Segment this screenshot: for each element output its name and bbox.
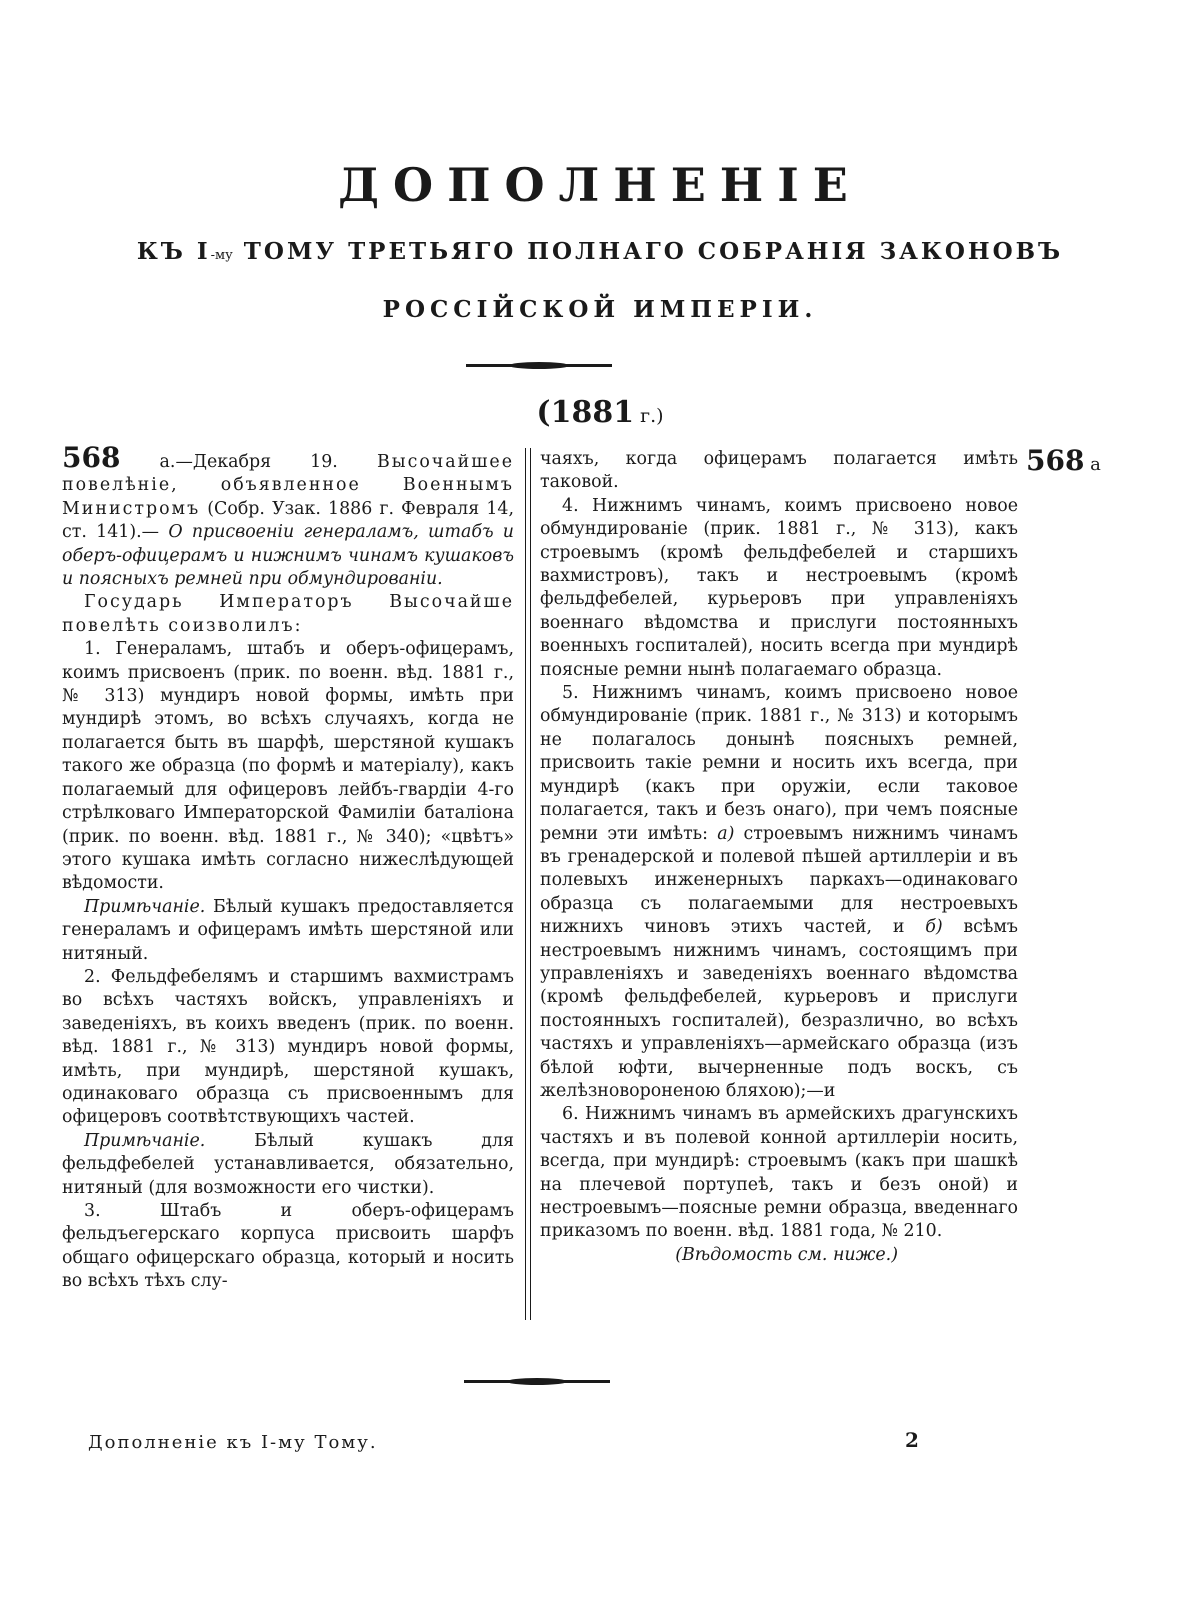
note-2 xyxy=(62,1130,514,1200)
entry-intro: Государь Императоръ Высочайше повелѣть соизволилъ: xyxy=(62,592,514,636)
entry-date: а.—Декабря 19. xyxy=(120,452,377,472)
year-number: (1881 xyxy=(536,395,635,430)
ornamental-rule-top xyxy=(466,364,612,367)
left-column xyxy=(62,441,514,1294)
paragraph-5-mid: строевымъ нижнимъ чинамъ въ гренадерской и полевой пѣшей артиллеріи и въ полевыхъ инженерныхъ паркахъ—одинаковаго образца съ полагаемыми для нестроевыхъ нижнихъ чиновъ этихъ частей, и xyxy=(540,823,1018,938)
paragraph-3-continued: чаяхъ, когда офицерамъ полагается имѣть таковой. xyxy=(540,449,1018,493)
paragraph-5-end: всѣмъ нестроевымъ нижнимъ чинамъ, состоящимъ при управленіяхъ и заведеніяхъ военнаго вѣдомства (кромѣ фельдфебелей, курьеровъ и прислуги постоянныхъ госпиталей), безразлично, во всѣхъ частяхъ и управленіяхъ—армейскаго образца (изъ бѣлой юфти, вычерненные подъ воскъ, съ желѣзновороненою бляхою);—и xyxy=(540,917,1018,1101)
paragraph-5 xyxy=(540,682,1018,1103)
note-1-label: Примѣчаніе. xyxy=(84,896,206,917)
subtitle-line-2: РОССІЙСКОЙ ИМПЕРІИ. xyxy=(382,296,818,323)
paragraph-4: 4. Нижнимъ чинамъ, коимъ присвоено новое обмундированіе (прик. 1881 г., № 313), какъ строевымъ (кромѣ фельдфебелей и старшихъ вахмистровъ), такъ и нестроевымъ (кромѣ фельдфебелей, курьеровъ при управленіяхъ военнаго вѣдомства и прислуги постоянныхъ военныхъ госпиталей), носить всегда при мундирѣ поясные ремни нынѣ полагаемаго образца. xyxy=(540,495,1018,680)
subtitle-line-1 xyxy=(0,238,1200,265)
margin-letter: а xyxy=(1084,454,1101,475)
right-column xyxy=(540,448,1018,1267)
paragraph-5-a: а) xyxy=(717,823,735,844)
year-heading xyxy=(0,395,1200,430)
note-2-label: Примѣчаніе. xyxy=(84,1130,206,1151)
paragraph-2: 2. Фельдфебелямъ и старшимъ вахмистрамъ во всѣхъ частяхъ войскъ, управленіяхъ и заведеніяхъ, въ коихъ введенъ (прик. по военн. вѣд. 1881 г., № 313) мундиръ новой формы, имѣть, при мундирѣ, шерстяной кушакъ, одинаковаго образца съ присвоеннымъ для офицеровъ соотвѣтствующихъ частей. xyxy=(62,966,514,1128)
paragraph-6: 6. Нижнимъ чинамъ въ армейскихъ драгунскихъ частяхъ и въ полевой конной артиллеріи носить, всегда, при мундирѣ: строевымъ (какъ при шашкѣ на плечевой портупеѣ, такъ и безъ оной) и нестроевымъ—поясные ремни образца, введеннаго приказомъ по военн. вѣд. 1881 года, № 210. xyxy=(540,1104,1018,1242)
ornamental-rule-bottom xyxy=(464,1380,610,1383)
paragraph-1: 1. Генераламъ, штабъ и оберъ-офицерамъ, коимъ присвоенъ (прик. по военн. вѣд. 1881 г., № 313) мундиръ новой формы, имѣть при мундирѣ этомъ, во всѣхъ случаяхъ, когда не полагается быть въ шарфѣ, шерстяной кушакъ такого же образца (по формѣ и матеріалу), какъ полагаемый для офицеровъ лейбъ-гвардіи 4-го стрѣлковаго Императорской Фамиліи баталіона (прик. по военн. вѣд. 1881 г., № 340); «цвѣтъ» этого кушака имѣть согласно нижеслѣдующей вѣдомости. xyxy=(62,639,514,894)
page-title: ДОПОЛНЕНІЕ xyxy=(338,158,862,212)
entry-source: (Собр. Узак. 1886 г. Февраля 14, ст. 141).— xyxy=(62,498,514,543)
subtitle-small: -му xyxy=(210,248,233,263)
entry-number: 568 xyxy=(62,441,121,474)
running-title: Дополненіе къ I-му Тому. xyxy=(88,1432,378,1453)
year-suffix: г.) xyxy=(634,405,664,427)
entry-decree: Высочайшее повелѣніе, объявленное Военнымъ Министромъ xyxy=(62,452,514,519)
note-1-text: Бѣлый кушакъ предоставляется генераламъ и офицерамъ имѣть шерстяной или нитяный. xyxy=(62,896,514,964)
margin-entry-number xyxy=(1026,444,1101,477)
subtitle-rest: ТОМУ ТРЕТЬЯГО ПОЛНАГО СОБРАНІЯ ЗАКОНОВЪ xyxy=(232,238,1064,265)
subtitle-prefix: КЪ I xyxy=(136,238,211,265)
paragraph-5-b: б) xyxy=(925,917,943,938)
paragraph-5-start: 5. Нижнимъ чинамъ, коимъ присвоено новое обмундированіе (прик. 1881 г., № 313) и которымъ не полагалось донынѣ поясныхъ ремней, присвоить такіе ремни и носить ихъ всегда, при мундирѣ (какъ при оружіи, если таковое полагается, такъ и безъ онаго), при чемъ поясные ремни эти имѣть: xyxy=(540,683,1018,844)
entry-heading xyxy=(62,441,514,591)
reference-note: (Вѣдомость см. ниже.) xyxy=(675,1244,898,1265)
page-number: 2 xyxy=(905,1428,919,1452)
margin-number: 568 xyxy=(1026,444,1085,477)
paragraph-3: 3. Штабъ и оберъ-офицерамъ фельдъегерскаго корпуса присвоить шарфъ общаго офицерскаго образца, который и носить во всѣхъ тѣхъ слу- xyxy=(62,1201,514,1292)
note-1 xyxy=(62,896,514,966)
note-2-text: Бѣлый кушакъ для фельдфебелей устанавливается, обязательно, нитяный (для возможности его чистки). xyxy=(62,1130,514,1198)
entry-subject: О присвоеніи генераламъ, штабъ и оберъ-офицерамъ и нижнимъ чинамъ кушаковъ и поясныхъ ремней при обмундированіи. xyxy=(62,522,514,590)
column-divider xyxy=(525,448,531,1320)
